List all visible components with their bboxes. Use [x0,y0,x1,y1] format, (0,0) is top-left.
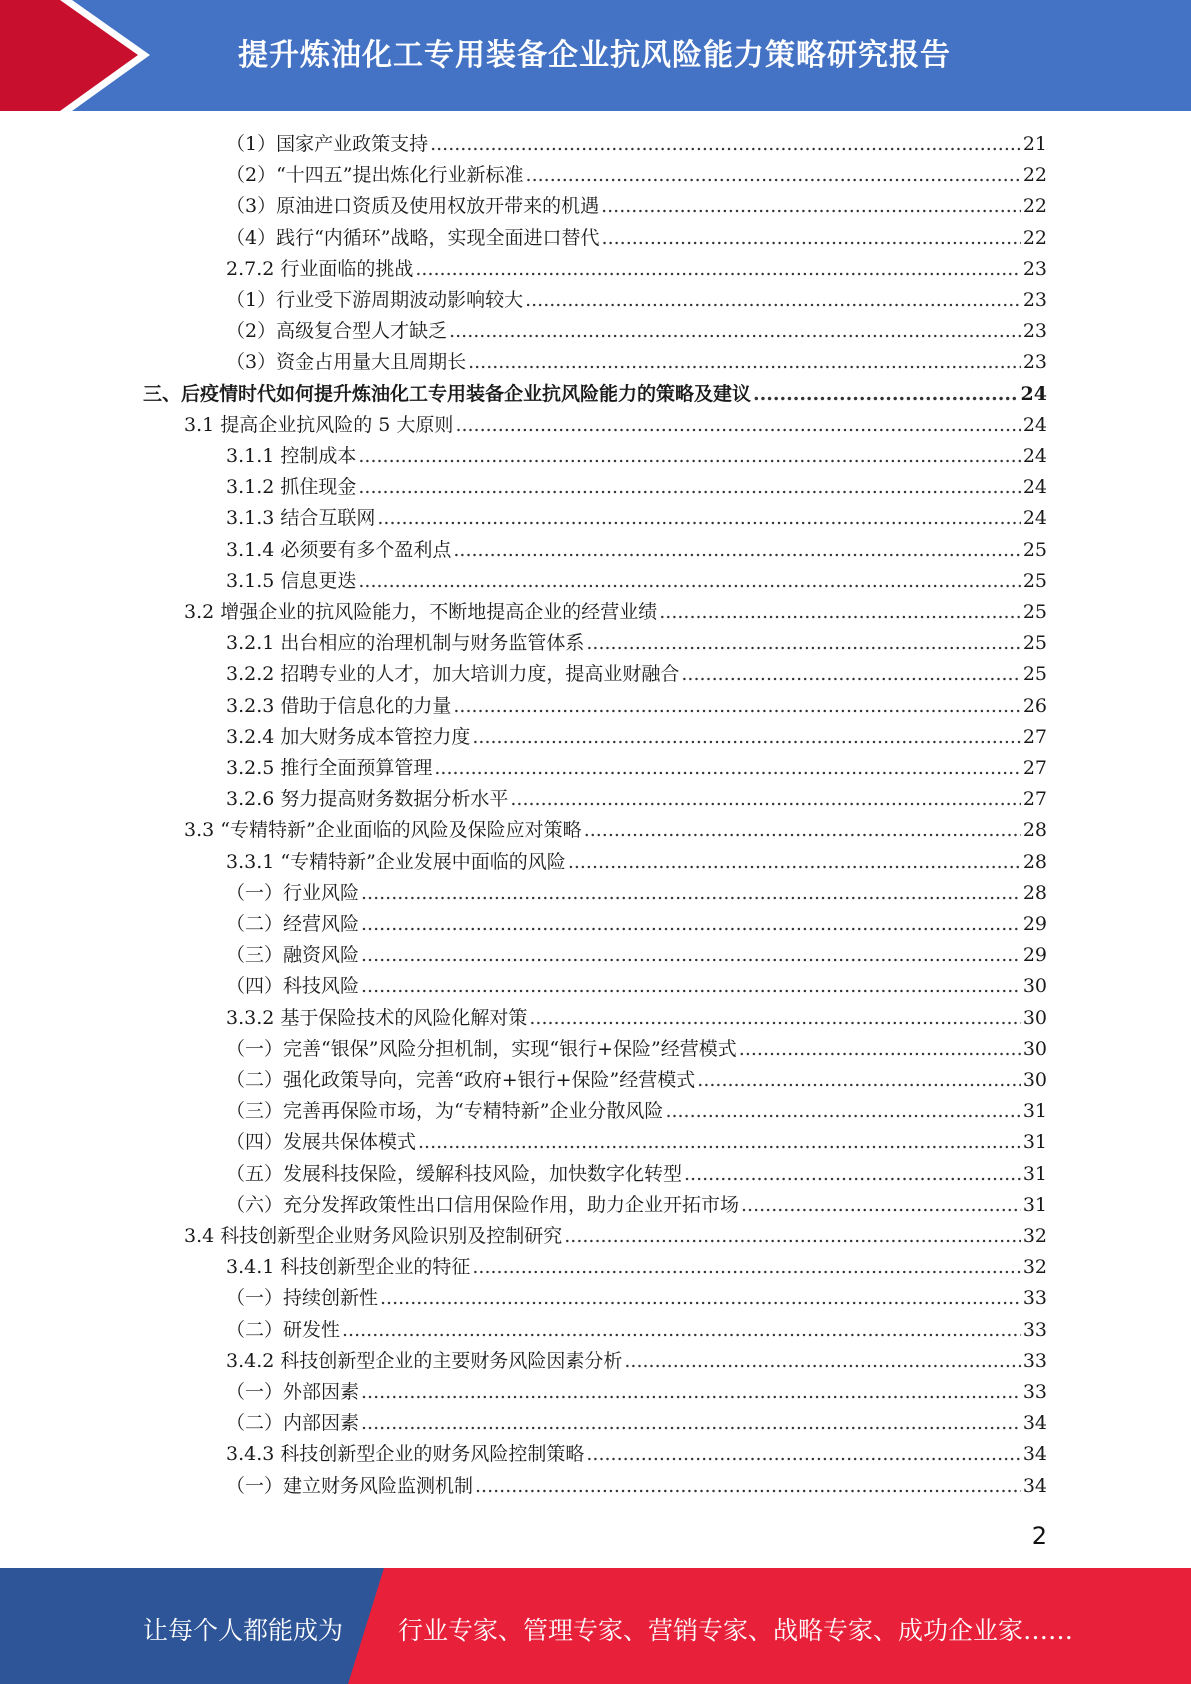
toc-entry-label: 3.2.6 努力提高财务数据分析水平 [226,788,509,810]
toc-entry[interactable] [226,627,1047,655]
toc-entry-page: 23 [1022,320,1047,342]
toc-entry-page: 30 [1022,1069,1047,1091]
toc-entry[interactable] [226,1064,1047,1092]
toc-entry-label: 3.3.1 “专精特新”企业发展中面临的风险 [226,851,566,873]
toc-entry-label: 3.2.5 推行全面预算管理 [226,757,433,779]
toc-entry[interactable] [226,315,1047,343]
toc-dot-leader [361,912,1021,936]
toc-dot-leader [510,787,1020,811]
toc-dot-leader [586,1442,1020,1466]
toc-entry[interactable] [184,409,1047,437]
toc-entry[interactable] [184,1220,1047,1248]
toc-entry-label: （三）完善再保险市场，为“专精特新”企业分散风险 [226,1100,664,1122]
toc-dot-leader [568,850,1021,874]
toc-entry-label: （4）践行“内循环”战略，实现全面进口替代 [226,227,600,249]
toc-entry-page: 27 [1022,757,1047,779]
toc-entry[interactable] [226,1345,1047,1373]
toc-entry-page: 25 [1022,663,1047,685]
toc-entry-page: 26 [1022,695,1047,717]
toc-dot-leader [361,943,1021,967]
toc-entry-page: 21 [1022,133,1047,155]
toc-dot-leader [361,974,1021,998]
toc-dot-leader [739,1037,1021,1061]
toc-entry-page: 24 [1022,507,1047,529]
toc-entry-label: （2）“十四五”提出炼化行业新标准 [226,164,524,186]
toc-entry-page: 32 [1022,1256,1047,1278]
toc-entry-label: （3）原油进口资质及使用权放开带来的机遇 [226,195,600,217]
toc-dot-leader [681,662,1020,686]
toc-entry-label: 3.3 “专精特新”企业面临的风险及保险应对策略 [184,819,582,841]
toc-entry-label: 3.2.3 借助于信息化的力量 [226,695,452,717]
toc-entry[interactable] [226,440,1047,468]
toc-entry-page: 30 [1022,1038,1047,1060]
toc-entry[interactable] [226,1407,1047,1435]
toc-entry-label: 3.2.2 招聘专业的人才，加大培训力度，提高业财融合 [226,663,680,685]
toc-entry-label: （二）内部因素 [226,1412,360,1434]
toc-entry-page: 24 [1022,414,1047,436]
toc-dot-leader [472,725,1020,749]
toc-dot-leader [525,288,1021,312]
toc-entry-label: 3.4.2 科技创新型企业的主要财务风险因素分析 [226,1350,623,1372]
toc-dot-leader [624,1349,1020,1373]
toc-entry-label: （二）研发性 [226,1319,341,1341]
toc-entry[interactable] [226,970,1047,998]
toc-entry[interactable] [226,783,1047,811]
toc-entry-label: 3.2 增强企业的抗风险能力，不断地提高企业的经营业绩 [184,601,658,623]
toc-entry-label: （3）资金占用量大且周期长 [226,351,467,373]
toc-dot-leader [472,1255,1020,1279]
toc-entry-page: 22 [1022,164,1047,186]
toc-entry[interactable] [226,253,1047,281]
toc-dot-leader [430,132,1021,156]
toc-dot-leader [453,538,1020,562]
toc-entry-page: 23 [1022,258,1047,280]
toc-entry-page: 28 [1022,882,1047,904]
toc-entry-page: 30 [1022,1007,1047,1029]
toc-dot-leader [361,1411,1021,1435]
toc-entry-page: 33 [1022,1381,1047,1403]
toc-dot-leader [586,631,1020,655]
page-header [0,0,1191,111]
toc-dot-leader [358,444,1020,468]
toc-entry-label: （一）外部因素 [226,1381,360,1403]
toc-entry-label: 3.1.4 必须要有多个盈利点 [226,539,452,561]
toc-entry[interactable] [184,596,1047,624]
toc-entry-label: （2）高级复合型人才缺乏 [226,320,448,342]
toc-entry-page: 33 [1022,1350,1047,1372]
toc-entry-page: 28 [1022,851,1047,873]
toc-entry[interactable] [226,908,1047,936]
toc-dot-leader [741,1193,1021,1217]
toc-dot-leader [361,881,1021,905]
toc-entry-page: 32 [1022,1225,1047,1247]
footer-slogan-right: 行业专家、管理专家、营销专家、战略专家、成功企业家…… [398,1616,1074,1645]
toc-entry-page: 25 [1022,601,1047,623]
toc-entry[interactable] [226,346,1047,374]
toc-dot-leader [665,1099,1020,1123]
toc-entry-page: 31 [1022,1163,1047,1185]
toc-entry-page: 23 [1022,289,1047,311]
toc-entry-page: 34 [1022,1443,1047,1465]
toc-entry-page: 29 [1022,913,1047,935]
toc-entry[interactable] [226,222,1047,250]
toc-entry-page: 27 [1022,788,1047,810]
toc-entry-label: 3.1.3 结合互联网 [226,507,376,529]
toc-entry[interactable] [226,1158,1047,1186]
toc-entry[interactable] [226,752,1047,780]
toc-entry[interactable] [226,190,1047,218]
toc-entry[interactable] [143,378,1047,406]
toc-entry[interactable] [226,1282,1047,1310]
toc-entry-label: 3.3.2 基于保险技术的风险化解对策 [226,1007,528,1029]
toc-entry-page: 33 [1022,1287,1047,1309]
toc-entry-page: 31 [1022,1100,1047,1122]
toc-entry[interactable] [226,846,1047,874]
toc-entry[interactable] [226,658,1047,686]
toc-dot-leader [380,1286,1021,1310]
toc-dot-leader [564,1224,1021,1248]
page-footer [0,1568,1191,1684]
toc-entry[interactable] [226,284,1047,312]
toc-entry-label: （一）完善“银保”风险分担机制，实现“银行+保险”经营模式 [226,1038,737,1060]
toc-entry[interactable] [226,877,1047,905]
toc-entry-label: （四）发展共保体模式 [226,1131,417,1153]
toc-entry[interactable] [226,128,1047,156]
toc-entry-page: 22 [1022,195,1047,217]
page-number: 2 [1031,1522,1047,1550]
toc-dot-leader [602,226,1021,250]
toc-dot-leader [418,1130,1021,1154]
toc-dot-leader [377,506,1020,530]
toc-dot-leader [415,257,1020,281]
toc-entry-page: 25 [1022,539,1047,561]
toc-entry-label: 3.1.5 信息更迭 [226,570,357,592]
toc-entry[interactable] [226,1251,1047,1279]
toc-entry[interactable] [226,159,1047,187]
toc-dot-leader [342,1318,1021,1342]
toc-entry-label: （四）科技风险 [226,975,360,997]
toc-entry-page: 30 [1022,975,1047,997]
toc-entry[interactable] [226,1314,1047,1342]
toc-entry-label: （一）持续创新性 [226,1287,379,1309]
toc-entry-label: 3.4 科技创新型企业财务风险识别及控制研究 [184,1225,563,1247]
toc-entry-page: 34 [1022,1475,1047,1497]
toc-entry-label: 3.2.1 出台相应的治理机制与财务监管体系 [226,632,585,654]
toc-dot-leader [684,1162,1021,1186]
toc-entry-label: （1）行业受下游周期波动影响较大 [226,289,524,311]
toc-entry-page: 29 [1022,944,1047,966]
toc-entry-label: 3.1 提高企业抗风险的 5 大原则 [184,414,454,436]
toc-entry-label: 3.2.4 加大财务成本管控力度 [226,726,471,748]
toc-dot-leader [601,194,1021,218]
toc-entry-label: 3.1.2 抓住现金 [226,476,357,498]
toc-entry-page: 33 [1022,1319,1047,1341]
toc-dot-leader [358,475,1020,499]
toc-entry-label: （三）融资风险 [226,944,360,966]
toc-entry-label: （二）强化政策导向，完善“政府+银行+保险”经营模式 [226,1069,696,1091]
toc-dot-leader [475,1474,1021,1498]
toc-entry-label: （二）经营风险 [226,913,360,935]
report-title: 提升炼油化工专用装备企业抗风险能力策略研究报告 [238,38,951,73]
toc-entry-label: 三、后疫情时代如何提升炼油化工专用装备企业抗风险能力的策略及建议 [143,383,752,405]
toc-entry[interactable] [226,1033,1047,1061]
toc-entry[interactable] [226,1376,1047,1404]
toc-entry-page: 34 [1022,1412,1047,1434]
toc-entry[interactable] [184,814,1047,842]
toc-entry-page: 25 [1022,570,1047,592]
toc-dot-leader [361,1380,1021,1404]
toc-dot-leader [455,413,1020,437]
toc-dot-leader [753,382,1019,406]
toc-entry-label: 3.1.1 控制成本 [226,445,357,467]
footer-slogan-left: 让每个人都能成为 [143,1616,344,1645]
toc-entry[interactable] [226,1095,1047,1123]
toc-dot-leader [434,756,1020,780]
toc-entry[interactable] [226,1126,1047,1154]
toc-dot-leader [584,818,1021,842]
toc-entry-label: 2.7.2 行业面临的挑战 [226,258,414,280]
toc-entry-label: （五）发展科技保险，缓解科技风险，加快数字化转型 [226,1163,683,1185]
toc-entry[interactable] [226,1002,1047,1030]
toc-dot-leader [468,350,1021,374]
toc-entry-page: 24 [1022,445,1047,467]
toc-entry-page: 31 [1022,1194,1047,1216]
toc-dot-leader [659,600,1021,624]
toc-entry-label: （一）建立财务风险监测机制 [226,1475,474,1497]
toc-entry[interactable] [226,1470,1047,1498]
toc-entry-page: 23 [1022,351,1047,373]
toc-entry[interactable] [226,1438,1047,1466]
toc-dot-leader [449,319,1021,343]
toc-dot-leader [529,1006,1020,1030]
toc-entry-page: 24 [1022,476,1047,498]
toc-entry[interactable] [226,471,1047,499]
toc-entry-label: （一）行业风险 [226,882,360,904]
toc-entry[interactable] [226,502,1047,530]
toc-entry[interactable] [226,1189,1047,1217]
toc-entry-label: （六）充分发挥政策性出口信用保险作用，助力企业开拓市场 [226,1194,740,1216]
toc-entry[interactable] [226,690,1047,718]
toc-entry-label: 3.4.1 科技创新型企业的特征 [226,1256,471,1278]
toc-entry-page: 24 [1020,383,1047,405]
toc-entry-label: （1）国家产业政策支持 [226,133,429,155]
toc-entry[interactable] [226,939,1047,967]
toc-entry-page: 25 [1022,632,1047,654]
toc-dot-leader [358,569,1020,593]
toc-dot-leader [453,694,1020,718]
header-arrow-decoration [0,0,150,111]
toc-entry-page: 22 [1022,227,1047,249]
toc-entry-label: 3.4.3 科技创新型企业的财务风险控制策略 [226,1443,585,1465]
toc-entry[interactable] [226,534,1047,562]
toc-dot-leader [526,163,1021,187]
toc-entry-page: 28 [1022,819,1047,841]
toc-entry[interactable] [226,721,1047,749]
toc-entry-page: 31 [1022,1131,1047,1153]
toc-dot-leader [697,1068,1021,1092]
toc-entry-page: 27 [1022,726,1047,748]
toc-entry[interactable] [226,565,1047,593]
